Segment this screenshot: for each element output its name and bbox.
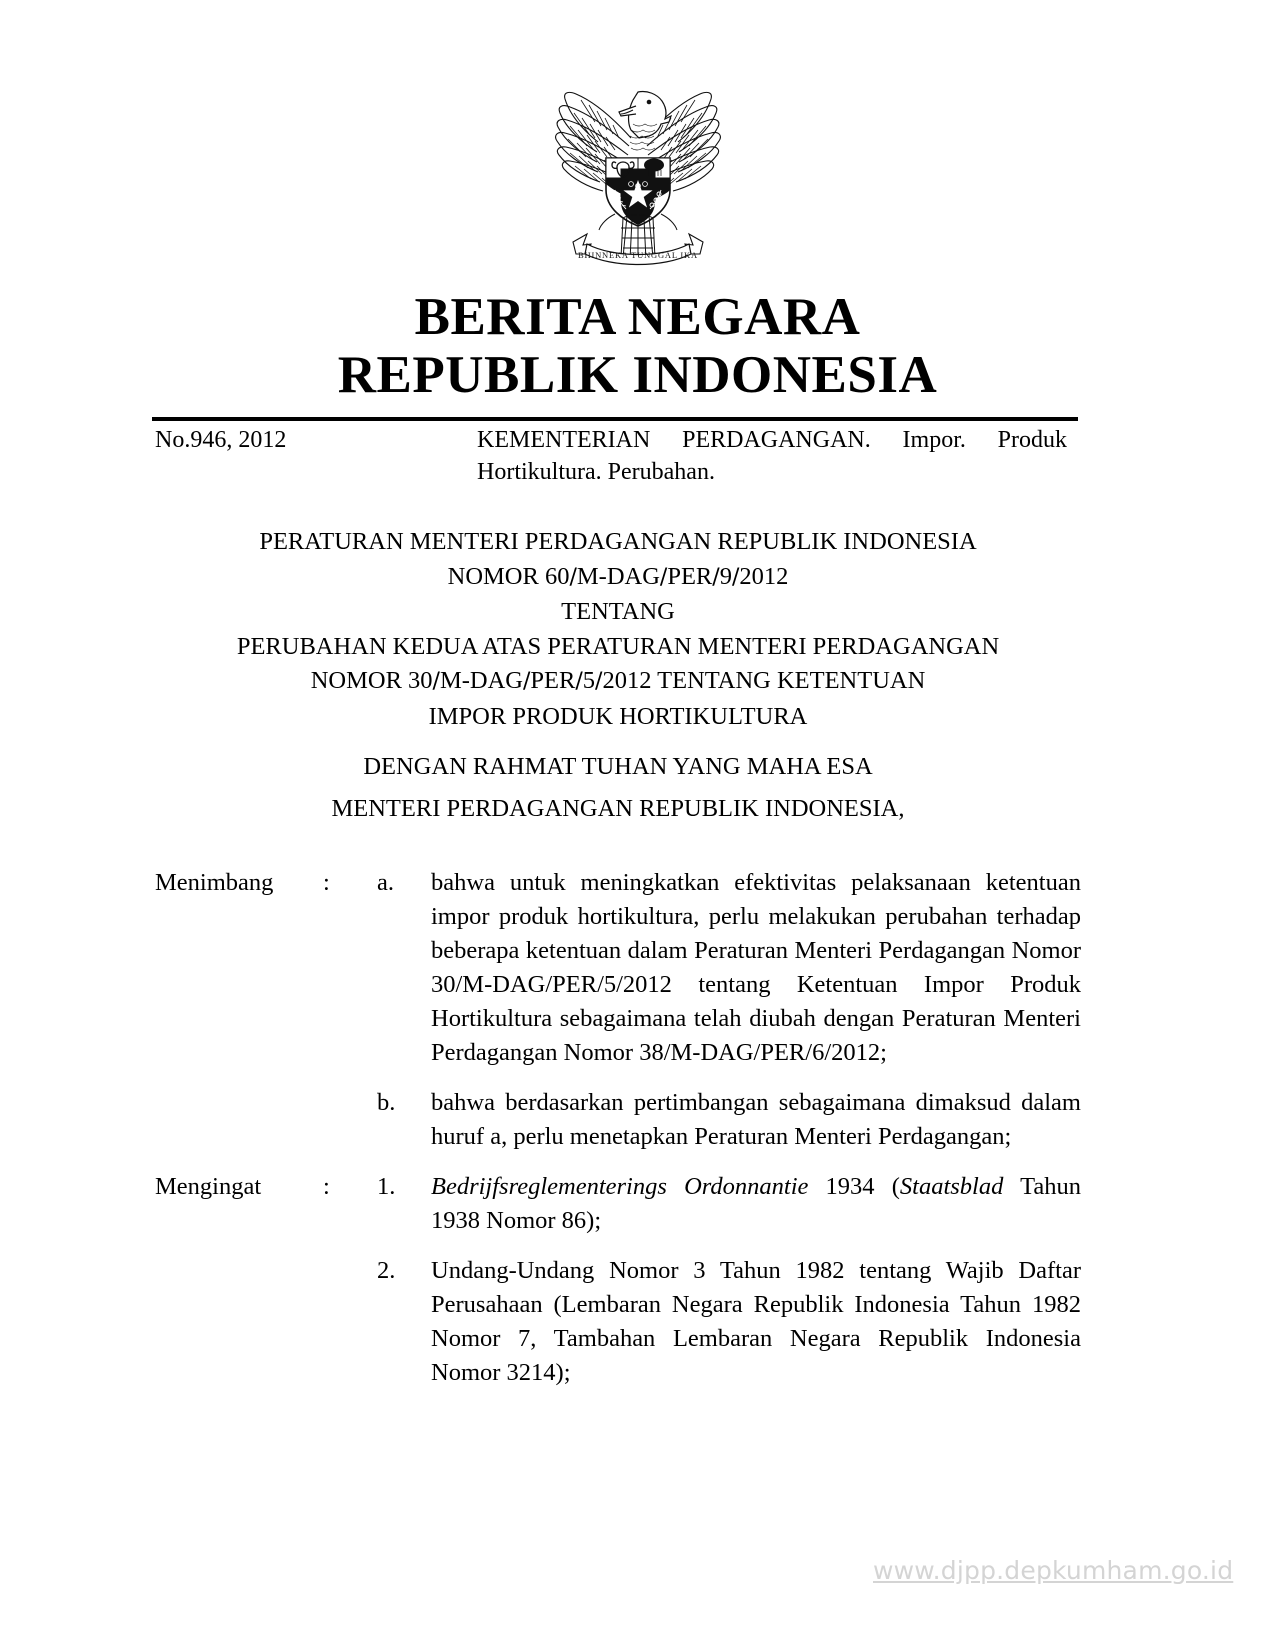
- title-line-4: PERUBAHAN KEDUA ATAS PERATURAN MENTERI PERDAGANGAN: [236, 632, 1000, 660]
- clause-mengingat: [155, 1170, 1081, 1390]
- item-text: bahwa berdasarkan pertimbangan sebagaimana dimaksud dalam huruf a, perlu menetapkan Peraturan Menteri Perdagangan;: [431, 1089, 1081, 1150]
- item-marker: a.: [377, 869, 394, 896]
- gazette-subject: KEMENTERIAN PERDAGANGAN. Impor. Produk Hortikultura. Perubahan.: [477, 427, 1067, 485]
- list-item: [377, 866, 1081, 1070]
- italic-staatsblad: Staatsblad: [899, 1173, 1004, 1200]
- title-line-2-a: M-DAG: [576, 562, 660, 590]
- masthead: [0, 288, 1275, 404]
- list-item: [377, 1254, 1081, 1390]
- clause-colon: :: [323, 1173, 330, 1200]
- slash-separator: /: [712, 564, 720, 590]
- clause-items: [377, 1170, 1081, 1390]
- masthead-line-2: REPUBLIK INDONESIA: [337, 346, 938, 404]
- list-item: [377, 1086, 1081, 1154]
- clause-label: Mengingat: [155, 1173, 262, 1200]
- source-watermark: www.djpp.depkumham.go.id: [873, 1556, 1234, 1585]
- emblem-container: [0, 66, 1275, 271]
- header-divider-rule: [152, 417, 1078, 421]
- masthead-line-1: BERITA NEGARA: [414, 288, 861, 346]
- item-text-after: 1934 (: [808, 1173, 900, 1200]
- item-marker: 2.: [377, 1257, 396, 1284]
- item-text: bahwa untuk meningkatkan efektivitas pelaksanaan ketentuan impor produk hortikultura, perlu melakukan perubahan terhadap beberapa ketentuan dalam Peraturan Menteri Perdagangan Nomor 30/M-DAG/PER/5/2012 tentang Ketentuan Impor Produk Hortikultura sebagaimana telah diubah dengan Peraturan Menteri Perdagangan Nomor 38/M-DAG/PER/6/2012;: [431, 869, 1081, 1066]
- clause-colon: :: [323, 869, 330, 896]
- slash-separator: /: [731, 564, 740, 590]
- clause-items: [377, 866, 1081, 1154]
- invocation-line: DENGAN RAHMAT TUHAN YANG MAHA ESA: [363, 753, 873, 780]
- slash-separator: /: [659, 564, 668, 590]
- title-line-6: IMPOR PRODUK HORTIKULTURA: [428, 702, 808, 730]
- slash-separator: /: [432, 669, 440, 694]
- document-body: [155, 866, 1081, 1406]
- slash-separator: /: [569, 564, 577, 590]
- title-line-1: PERATURAN MENTERI PERDAGANGAN REPUBLIK INDONESIA: [259, 528, 977, 555]
- title-line-2-prefix: NOMOR 60: [447, 562, 570, 590]
- title-line-2-c: 9: [719, 562, 732, 590]
- title-line-5-prefix: NOMOR 30: [310, 667, 433, 694]
- title-line-2-d: 2012: [739, 562, 789, 590]
- italic-ordinance-name: Bedrijfsreglementerings Ordonnantie: [431, 1173, 809, 1200]
- slash-separator: /: [595, 669, 603, 694]
- title-line-5-b: PER: [530, 667, 576, 694]
- title-line-3: TENTANG: [561, 598, 675, 625]
- title-line-5-a: M-DAG: [439, 667, 523, 694]
- title-line-2-b: PER: [667, 562, 713, 590]
- slash-separator: /: [523, 669, 531, 694]
- garuda-pancasila-icon: [543, 66, 733, 266]
- title-line-5-c: 5: [582, 667, 596, 694]
- clause-menimbang: [155, 866, 1081, 1154]
- list-item: [377, 1170, 1081, 1238]
- title-line-5-d: 2012 TENTANG KETENTUAN: [602, 667, 926, 694]
- slash-separator: /: [575, 669, 583, 694]
- gazette-number: No.946, 2012: [155, 427, 287, 453]
- item-marker: b.: [377, 1089, 396, 1116]
- invocation-block: [155, 746, 1081, 830]
- clause-label: Menimbang: [155, 869, 274, 896]
- item-marker: 1.: [377, 1173, 396, 1200]
- title-line-2: [155, 560, 1081, 596]
- emblem-motto-text: BHINNEKA TUNGGAL IKA: [577, 250, 698, 260]
- title-line-5: [155, 664, 1081, 700]
- item-text-end: Tahun 1938 Nomor 86);: [431, 1173, 1081, 1234]
- item-text: [431, 1170, 1081, 1238]
- minister-line: MENTERI PERDAGANGAN REPUBLIK INDONESIA,: [331, 795, 905, 822]
- item-text: Undang-Undang Nomor 3 Tahun 1982 tentang Wajib Daftar Perusahaan (Lembaran Negara Republik Indonesia Tahun 1982 Nomor 7, Tambahan Lembaran Negara Republik Indonesia Nomor 3214);: [431, 1257, 1081, 1386]
- regulation-title-block: [155, 525, 1081, 734]
